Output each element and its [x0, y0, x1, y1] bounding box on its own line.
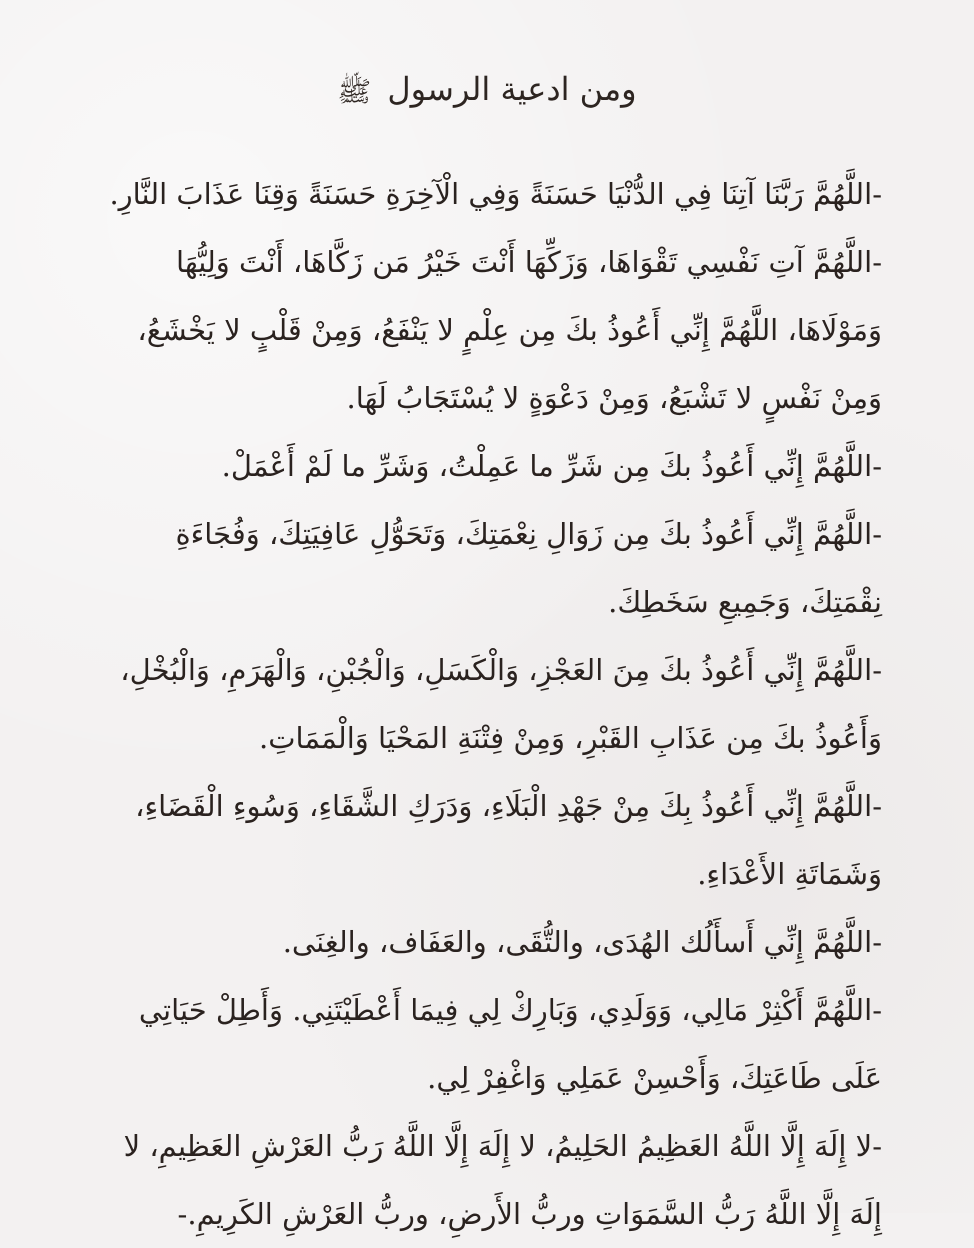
dua-document: [92, 55, 882, 1231]
dua-list: [92, 160, 882, 1248]
page-title: [92, 55, 882, 126]
dua-item: -اللَّهُمَّ إِنِّي أَعُوذُ بِكَ مِنْ جَهْدِ الْبَلَاءِ، وَدَرَكِ الشَّقَاءِ، وَسُوءِ الْقَضَاءِ، وَشَمَاتَةِ الأَعْدَاءِ.: [135, 788, 882, 891]
dua-item: -اللَّهُمَّ أَكْثِرْ مَالِي، وَوَلَدِي، وَبَارِكْ لِي فِيمَا أَعْطَيْتَنِي. وَأَطِلْ حَيَاتِي عَلَى طَاعَتِكَ، وَأَحْسِنْ عَمَلِي وَاغْفِرْ لِي.: [138, 992, 882, 1095]
dua-item: -اللَّهُمَّ إِنِّي أَسأَلُك الهُدَى، والتُّقَى، والعَفَاف، والغِنَى.: [282, 924, 882, 959]
dua-item: -اللَّهُمَّ آتِ نَفْسِي تَقْوَاهَا، وَزَكِّهَا أَنْتَ خَيْرُ مَن زَكَّاهَا، أَنْتَ وَلِيُّهَا وَمَوْلَاهَا، اللَّهُمَّ إِنِّي أَعُوذُ بكَ مِن عِلْمٍ لا يَنْفَعُ، وَمِنْ قَلْبٍ لا يَخْشَعُ، وَمِنْ نَفْسٍ لا تَشْبَعُ، وَمِنْ دَعْوَةٍ لا يُسْتَجَابُ لَهَا.: [137, 244, 882, 415]
salawat-seal-icon: ﷺ: [337, 74, 372, 108]
dua-item: -اللَّهُمَّ رَبَّنَا آتِنَا فِي الدُّنْيَا حَسَنَةً وَفِي الْآخِرَةِ حَسَنَةً وَقِنَا عَذَابَ النَّارِ.: [109, 176, 882, 211]
dua-item: -اللَّهُمَّ إِنِّي أَعُوذُ بكَ مِن زَوَالِ نِعْمَتِكَ، وَتَحَوُّلِ عَافِيَتِكَ، وَفُجَاءَةِ نِقْمَتِكَ، وَجَمِيعِ سَخَطِكَ.: [175, 516, 882, 619]
dua-item: -اللَّهُمَّ إِنِّي أَعُوذُ بكَ مِنَ العَجْزِ، وَالْكَسَلِ، وَالْجُبْنِ، وَالْهَرَمِ، وَالْبُخْلِ، وَأَعُوذُ بكَ مِن عَذَابِ القَبْرِ، وَمِنْ فِتْنَةِ المَحْيَا وَالْمَمَاتِ.: [120, 652, 882, 755]
dua-item: -لا إِلَهَ إِلَّا اللَّهُ العَظِيمُ الحَلِيمُ، لا إِلَهَ إِلَّا اللَّهُ رَبُّ العَرْشِ العَظِيمِ، لا إِلَهَ إِلَّا اللَّهُ رَبُّ السَّمَوَاتِ وربُّ الأَرضِ، وربُّ العَرْشِ الكَرِيمِ.-: [123, 1128, 882, 1231]
dua-item: -اللَّهُمَّ إِنِّي أَعُوذُ بكَ مِن شَرِّ ما عَمِلْتُ، وَشَرِّ ما لَمْ أَعْمَلْ.: [221, 448, 882, 483]
title-text: ومن ادعية الرسول: [387, 70, 637, 108]
